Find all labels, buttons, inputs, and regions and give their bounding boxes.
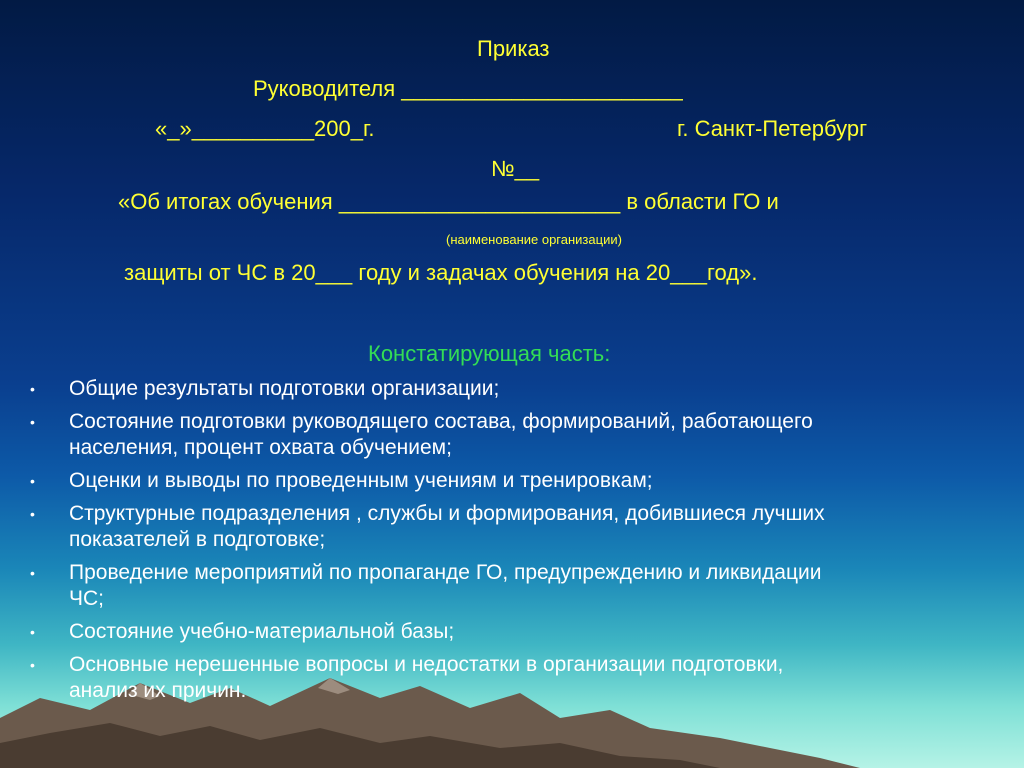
- list-item-text: Структурные подразделения , службы и формирования, добившиеся лучших: [69, 502, 825, 525]
- list-item-text: Оценки и выводы по проведенным учениям и тренировкам;: [69, 469, 653, 492]
- bullet-icon: •: [30, 473, 35, 489]
- list-item-text: анализ их причин.: [69, 679, 247, 702]
- list-item: [30, 468, 1005, 494]
- bullet-icon: •: [30, 381, 35, 397]
- list-item-text: населения, процент охвата обучением;: [69, 436, 452, 459]
- list-item-text: ЧС;: [69, 587, 104, 610]
- list-item: [30, 560, 1005, 612]
- subject-line-1: «Об итогах обучения _______________________ в области ГО и: [118, 189, 779, 214]
- bullet-icon: •: [30, 414, 35, 430]
- bullet-icon: •: [30, 624, 35, 640]
- list-item: [30, 409, 1005, 461]
- number-line: №__: [491, 156, 540, 181]
- list-item-text: Основные нерешенные вопросы и недостатки в организации подготовки,: [69, 653, 784, 676]
- date-line: «_»__________200_г.: [155, 116, 375, 141]
- list-item: [30, 501, 1005, 553]
- city-line: г. Санкт-Петербург: [677, 116, 868, 141]
- list-item-text: показателей в подготовке;: [69, 528, 326, 551]
- findings-list: [30, 376, 1005, 711]
- list-item-text: Состояние учебно-материальной базы;: [69, 620, 455, 643]
- list-item-text: Состояние подготовки руководящего состава, формирований, работающего: [69, 410, 813, 433]
- organization-note: (наименование организации): [446, 232, 622, 247]
- list-item: [30, 376, 1005, 402]
- list-item-text: Общие результаты подготовки организации;: [69, 377, 500, 400]
- bullet-icon: •: [30, 657, 35, 673]
- head-line: Руководителя _______________________: [253, 76, 683, 101]
- list-item: [30, 652, 1005, 704]
- list-item: [30, 619, 1005, 645]
- list-item-text: Проведение мероприятий по пропаганде ГО, предупреждению и ликвидации: [69, 561, 822, 584]
- order-title: Приказ: [477, 36, 550, 61]
- bullet-icon: •: [30, 506, 35, 522]
- section-title: Констатирующая часть:: [368, 341, 611, 366]
- subject-line-2: защиты от ЧС в 20___ году и задачах обучения на 20___год».: [124, 260, 758, 285]
- bullet-icon: •: [30, 565, 35, 581]
